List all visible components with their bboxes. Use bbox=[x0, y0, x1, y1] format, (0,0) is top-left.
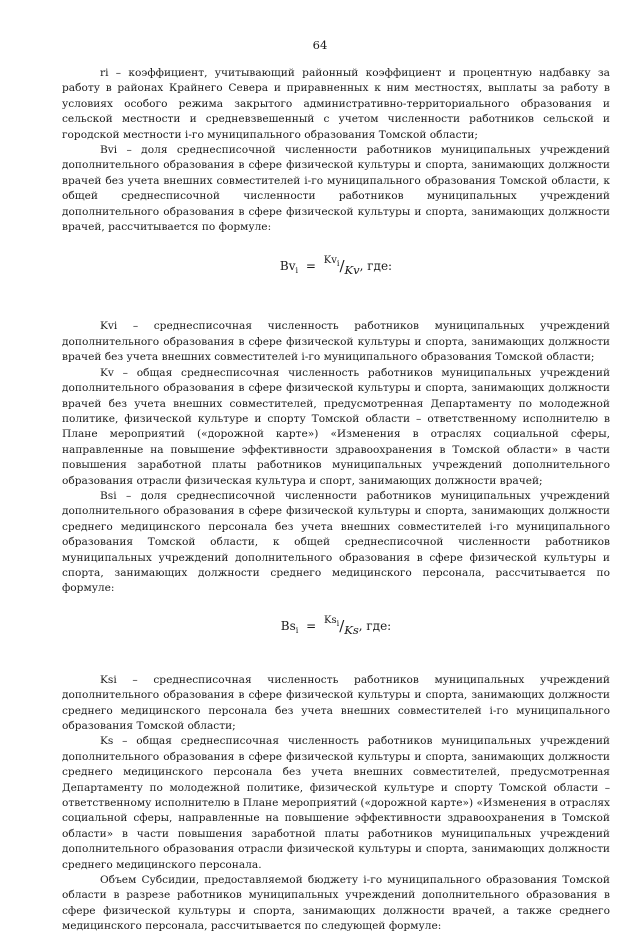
formula-bsi-numerator-sub: i bbox=[336, 618, 340, 628]
formula-bvi-denominator: Kv bbox=[344, 263, 360, 278]
formula-bsi-slash: / bbox=[339, 616, 345, 635]
paragraph-ks-definition: Ks – общая среднесписочная численность работников муниципальных учреждений дополнительного образования в сфере физической культуры и спорта, занимающих должности среднего медицинского персонала без учета внешних совместителей, предусмотренная Департаменту по молодежной политике, физической культуре и спорту Томской области – ответственному исполнителю в Плане мероприятий («дорожной карте») «Изменения в отраслях социальной сферы, направленные на повышение эффективности здравоохранения в Томской области» в части повышения заработной платы работников муниципальных учреждений дополнительного образования отрасли физической культуры и спорта, занимающих должности среднего медицинского персонала. bbox=[62, 735, 610, 871]
paragraph-bvi-definition: Bvi – доля среднесписочной численности работников муниципальных учреждений дополнительного образования в сфере физической культуры и спорта, занимающих должности врачей без учета внешних совместителей i-го муниципального образования Томской области, к общей среднесписочной численности работников муниципальных учреждений дополнительного образования в сфере физической культуры и спорта, занимающих должности врачей, рассчитывается по формуле: bbox=[62, 144, 610, 234]
paragraph-kvi-definition: Kvi – среднесписочная численность работников муниципальных учреждений дополнительного образования в сфере физической культуры и спорта, занимающих должности врачей без учета внешних совместителей i-го муниципального образования Томской области; bbox=[62, 320, 610, 364]
formula-bvi-eq: = bbox=[305, 259, 316, 274]
formula-bsi-denominator: Ks bbox=[344, 622, 359, 637]
formula-bvi-lhs-sub: i bbox=[295, 266, 299, 276]
formula-bsi-tail: , где: bbox=[358, 618, 392, 633]
formula-bsi-lhs: Bs bbox=[280, 618, 296, 633]
formula-bvi-tail: , где: bbox=[359, 259, 393, 274]
paragraph-ksi-definition: Ksi – среднесписочная численность работников муниципальных учреждений дополнительного образования в сфере физической культуры и спорта, занимающих должности среднего медицинского персонала без учета внешних совместителей i-го муниципального образования Томской области; bbox=[62, 673, 610, 732]
formula-bvi-slash: / bbox=[339, 257, 345, 276]
paragraph-kv-definition: Kv – общая среднесписочная численность работников муниципальных учреждений дополнительного образования в сфере физической культуры и спорта, занимающих должности врачей без учета внешних совместителей, предусмотренная Департаменту по молодежной политике, физической культуре и спорту Томской области – ответственному исполнителю в Плане мероприятий («дорожной карте») «Изменения в отраслях социальной сферы, направленные на повышение эффективности здравоохранения в Томской области» в части повышения заработной платы работников муниципальных учреждений дополнительного образования отрасли физическая культура и спорт, занимающих должности врачей; bbox=[62, 366, 610, 487]
formula-bsi-eq: = bbox=[306, 618, 317, 633]
formula-bsi bbox=[62, 609, 610, 649]
document-body bbox=[62, 66, 610, 935]
paragraph-bsi-definition: Bsi – доля среднесписочной численности работников муниципальных учреждений дополнительного образования в сфере физической культуры и спорта, занимающих должности среднего медицинского персонала без учета внешних совместителей i-го муниципального образования Томской области, к общей среднесписочной численности работников муниципальных учреждений дополнительного образования в сфере физической культуры и спорта, занимающих должности среднего медицинского персонала, рассчитывается по формуле: bbox=[62, 489, 610, 595]
formula-bsi-numerator: Ks bbox=[324, 614, 337, 626]
formula-bvi-numerator: Kv bbox=[323, 255, 337, 267]
formula-bvi-lhs: Bv bbox=[279, 259, 296, 274]
page-number: 64 bbox=[312, 38, 328, 52]
formula-bvi-numerator-sub: i bbox=[336, 259, 340, 269]
paragraph-ri-definition: ri – коэффициент, учитывающий районный коэффициент и процентную надбавку за работу в районах Крайнего Севера и приравненных к ним местностях, выплаты за работу в условиях особого режима закрытого административно-территориального образования и сельской местности и средневзвешенный с учетом численности работников сельской и городской местности i-го муниципального образования Томской области; bbox=[62, 67, 610, 141]
formula-bvi bbox=[62, 249, 610, 291]
paragraph-subsidy-volume: Объем Субсидии, предоставляемой бюджету i-го муниципального образования Томской области в разрезе работников муниципальных учреждений дополнительного образования в сфере физической культуры и спорта, занимающих должности врачей, а также среднего медицинского персонала, рассчитывается по следующей формуле: bbox=[62, 874, 610, 933]
formula-bsi-lhs-sub: i bbox=[295, 625, 299, 635]
